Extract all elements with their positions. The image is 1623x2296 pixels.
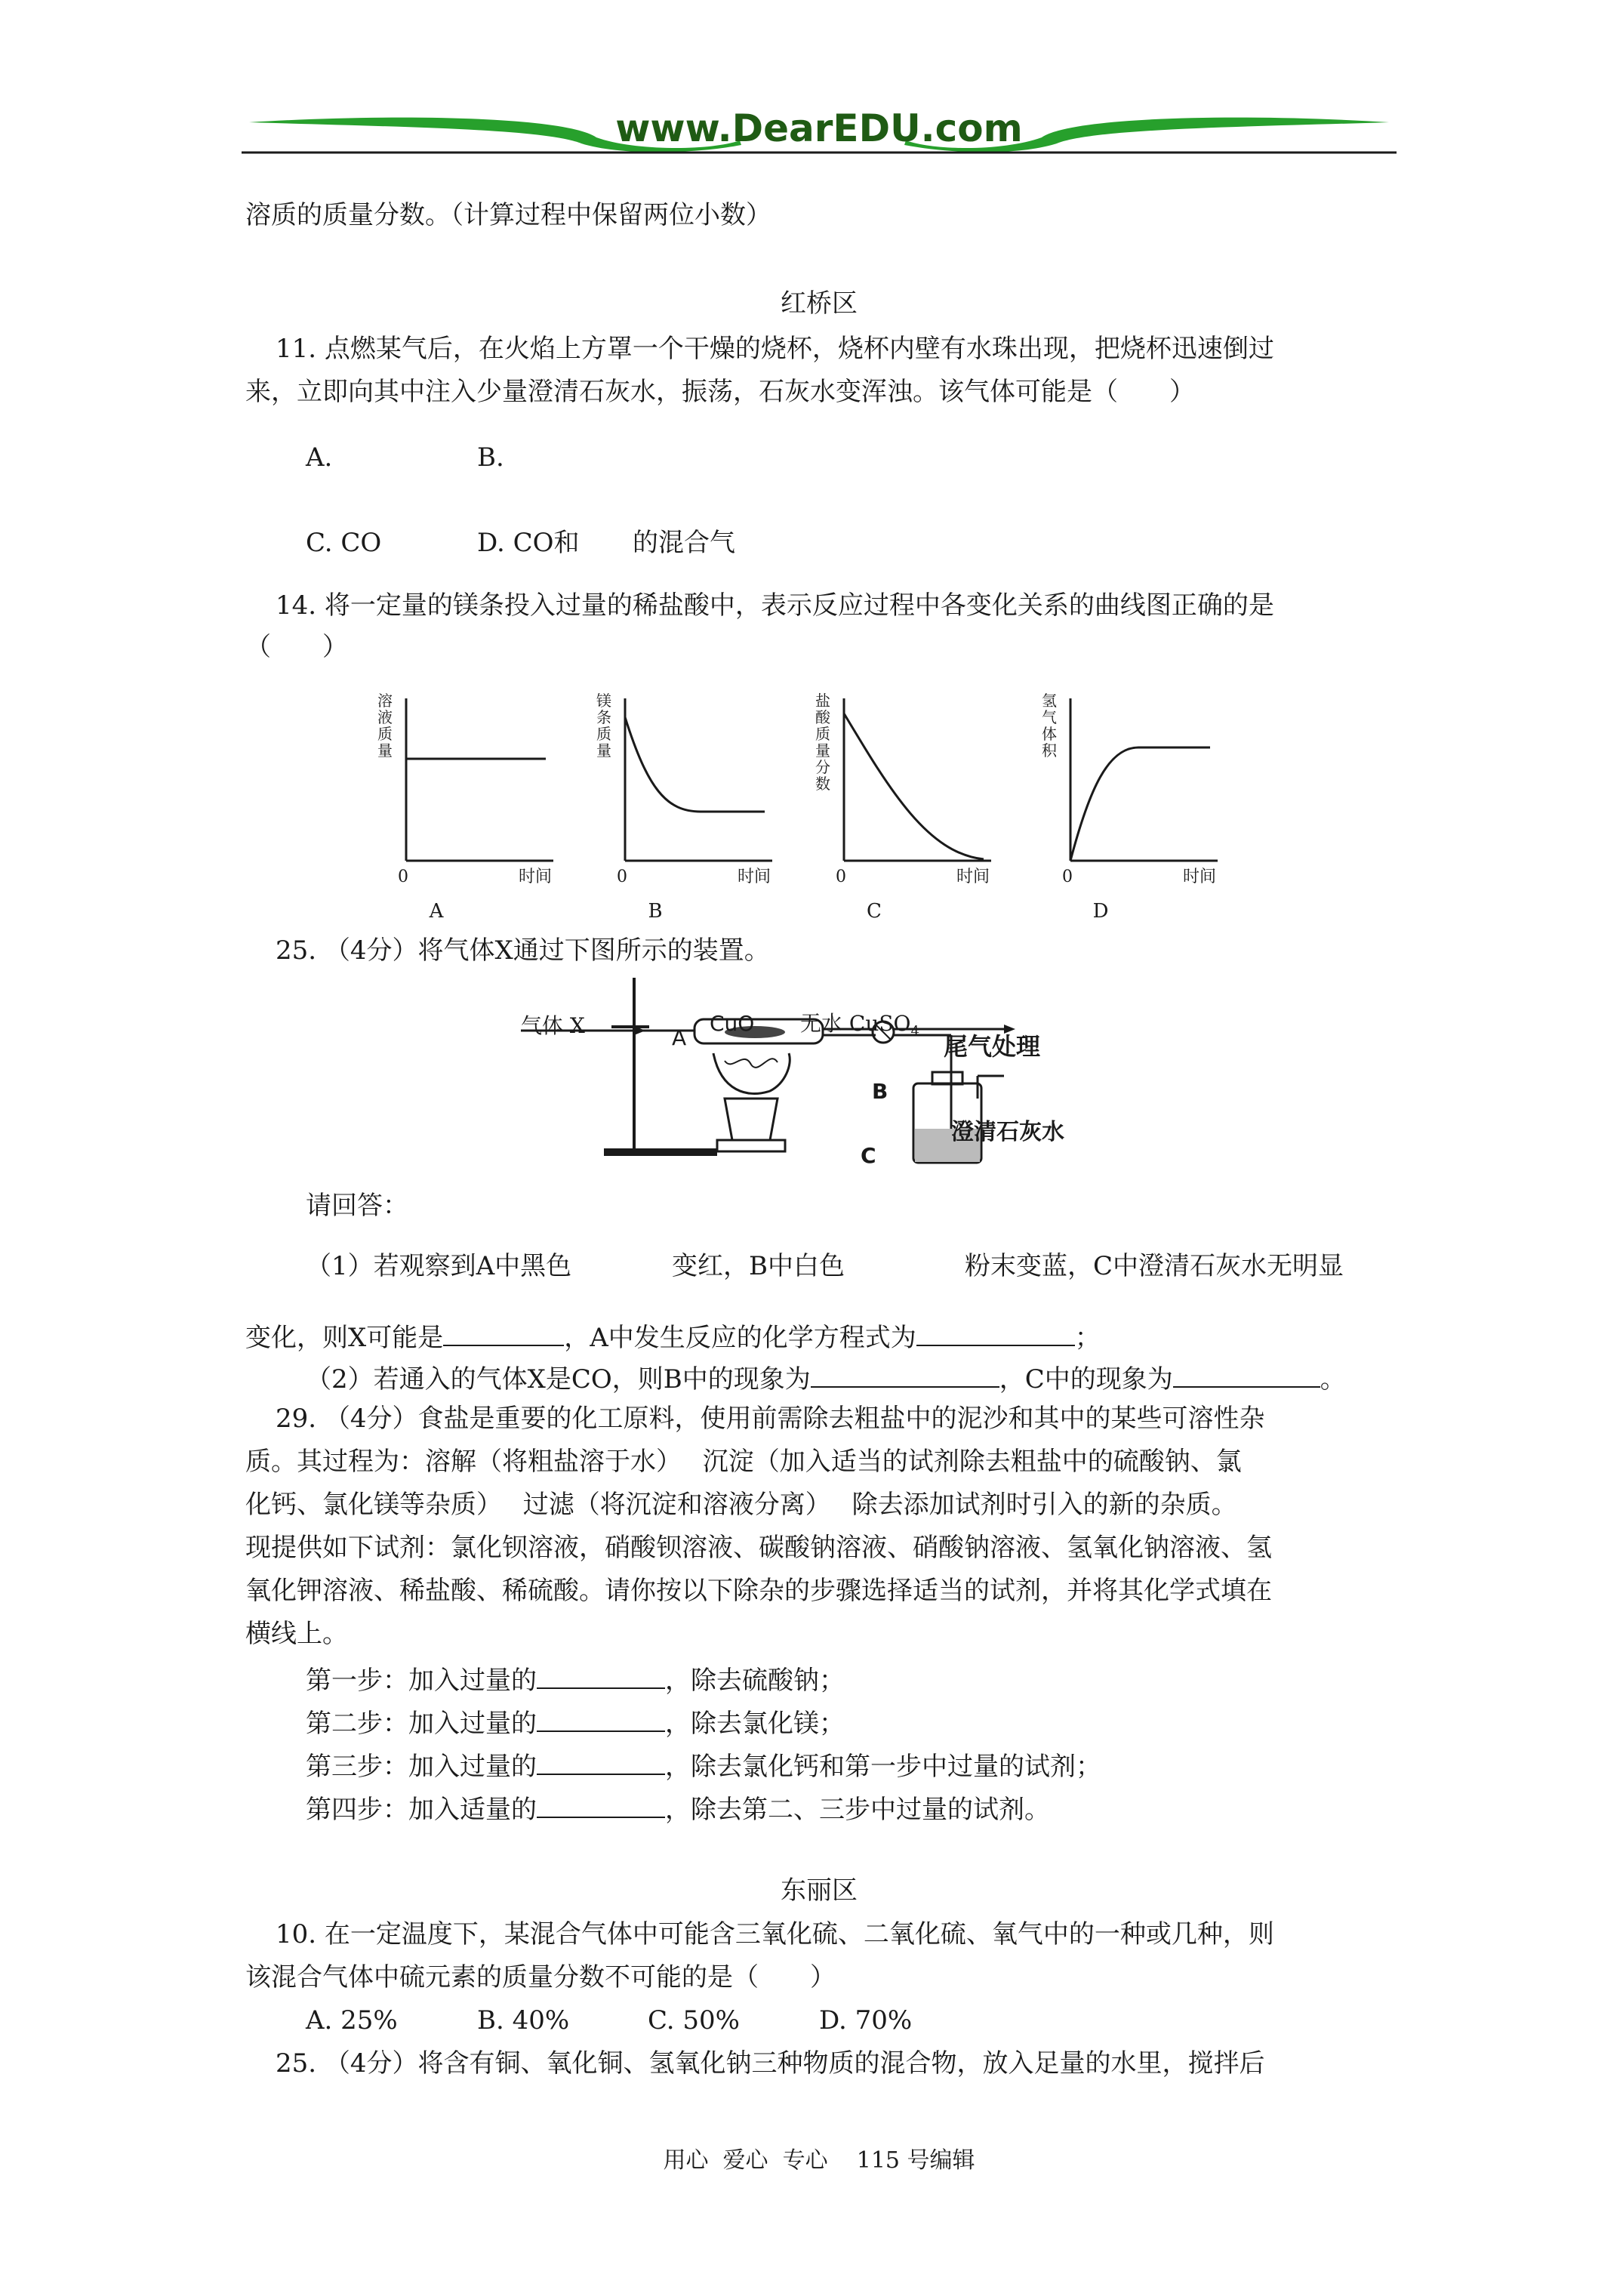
q25-part1-cont-text2: ，A中发生反应的化学方程式为 [564,1323,916,1353]
q25-title: 25. （4分）将气体X通过下图所示的装置。 [276,935,770,966]
answer-blank-step4[interactable] [537,1789,665,1818]
apparatus-cuso4-text: 无水 CuSO [800,1011,911,1036]
apparatus-a-label: A [672,1025,687,1050]
q10-option-b: B. 40% [477,2005,570,2036]
graph-B-ylabel-char: 量 [596,741,611,760]
q29-step2 [306,1703,845,1740]
answer-blank-b-phenomenon[interactable] [811,1359,999,1388]
apparatus-b-label: B [872,1079,888,1104]
graph-A-ylabel-char: 质 [377,725,393,743]
q11-option-d: D. CO和 [477,528,580,558]
graph-A-ylabel-char: 溶 [377,692,393,710]
graph-B-origin: 0 [617,868,627,886]
graph-B-ylabel-char: 条 [596,708,611,726]
q25-part2-end: 。 [1320,1364,1346,1395]
graph-A-xlabel: 时间 [518,868,552,886]
step3-tail: ，除去氯化钙和第一步中过量的试剂； [665,1752,1101,1782]
step4-tail: ，除去第二、三步中过量的试剂。 [665,1795,1050,1825]
graph-D-ylabel-char: 积 [1042,741,1057,760]
q29-step3 [306,1746,1101,1783]
q29-line5: 氧化钾溶液、稀盐酸、稀硫酸。请你按以下除杂的步骤选择适当的试剂，并将其化学式填在 [245,1576,1272,1606]
q25-part1-c: 粉末变蓝，C中澄清石灰水无明显 [965,1251,1344,1281]
apparatus-diagram [521,978,1087,1174]
step4-text: 第四步：加入适量的 [306,1795,537,1825]
q10-option-c: C. 50% [648,2005,740,2036]
apparatus-cuo-label: CuO [710,1011,755,1036]
q29-line3: 化钙、氯化镁等杂质） 过滤（将沉淀和溶液分离） 除去添加试剂时引入的新的杂质。 [245,1490,1237,1520]
page-footer: 用心 爱心 专心 115 号编辑 [663,2147,975,2174]
q10-option-a: A. 25% [306,2005,398,2036]
q29-line4: 现提供如下试剂：氯化钡溶液，硝酸钡溶液、碳酸钠溶液、硝酸钠溶液、氢氧化钠溶液、氢 [245,1533,1272,1563]
graph-C-origin: 0 [836,868,846,886]
graph-A-origin: 0 [398,868,408,886]
q11-option-a: A. [306,442,333,473]
apparatus-cuso4-subscript: 4 [910,1023,919,1040]
q25-part2-text: （2）若通入的气体X是CO，则B中的现象为 [306,1364,811,1395]
graph-B-letter: B [648,900,663,921]
q29-line6: 横线上。 [245,1619,348,1649]
q29-step1 [306,1660,845,1697]
graph-A-ylabel-char: 量 [377,741,393,760]
graph-A-ylabel-char: 液 [377,708,393,726]
q10-line2: 该混合气体中硫元素的质量分数不可能的是（ ） [245,1962,836,1992]
line-continuation: 溶质的质量分数。（计算过程中保留两位小数） [245,200,771,230]
q29-line1: 29. （4分）食盐是重要的化工原料，使用前需除去粗盐中的泥沙和其中的某些可溶性杂 [276,1404,1265,1434]
graph-A-letter: A [429,900,444,921]
graph-C-curve [844,713,984,859]
q25-part1-a: （1）若观察到A中黑色 [306,1251,572,1281]
apparatus-c-label: C [861,1143,876,1168]
graph-B-ylabel-char: 质 [596,725,611,743]
answer-blank-x[interactable] [443,1318,564,1346]
graph-D-curve [1070,747,1210,861]
q25-part2-text2: ，C中的现象为 [999,1364,1173,1395]
q25-part2 [306,1359,1346,1396]
graph-C-ylabel-char: 量 [815,741,830,760]
q10-option-d: D. 70% [819,2005,913,2036]
q29-step4 [306,1789,1050,1826]
graph-C-xlabel: 时间 [956,868,990,886]
graph-D-xlabel: 时间 [1182,868,1216,886]
graph-D-origin: 0 [1062,868,1073,886]
q25-part1-cont [245,1318,1101,1354]
graph-C-ylabel-char: 盐 [815,692,830,710]
q29-line2: 质。其过程为：溶解（将粗盐溶于水） 沉淀（加入适当的试剂除去粗盐中的硫酸钠、氯 [245,1447,1242,1477]
section-heading-hongqiao: 红桥区 [781,288,858,319]
apparatus-cuso4-label [800,1012,919,1044]
graph-C-ylabel-char: 质 [815,725,830,743]
q10-line1: 10. 在一定温度下，某混合气体中可能含三氧化硫、二氧化硫、氧气中的一种或几种，则 [276,1919,1274,1949]
q14-graphs [370,680,1261,921]
answer-blank-step2[interactable] [537,1703,665,1732]
header-logo [242,106,1397,159]
step1-tail: ，除去硫酸钠； [665,1666,845,1696]
answer-blank-step1[interactable] [537,1660,665,1689]
q25b-line1: 25. （4分）将含有铜、氧化铜、氢氧化钠三种物质的混合物，放入足量的水里，搅拌后 [276,2048,1265,2079]
logo-text: www.DearEDU.com [615,106,1023,150]
answer-blank-c-phenomenon[interactable] [1173,1359,1320,1388]
graph-D-ylabel-char: 体 [1042,725,1057,743]
graph-D-ylabel-char: 氢 [1042,692,1057,710]
answer-blank-step3[interactable] [537,1746,665,1775]
graph-B-xlabel: 时间 [737,868,771,886]
apparatus-limewater-label: 澄清石灰水 [951,1119,1064,1145]
q14-line2: （ ） [245,632,348,662]
apparatus-gas-in-label: 气体 X [521,1013,585,1038]
step3-text: 第三步：加入过量的 [306,1752,537,1782]
graph-D-ylabel-char: 气 [1042,708,1057,726]
q14-line1: 14. 将一定量的镁条投入过量的稀盐酸中，表示反应过程中各变化关系的曲线图正确的是 [276,590,1274,621]
section-heading-dongli: 东丽区 [781,1875,858,1906]
graph-C-ylabel-char: 分 [815,758,830,776]
q11-option-b: B. [477,442,504,473]
step1-text: 第一步：加入过量的 [306,1666,537,1696]
step2-text: 第二步：加入过量的 [306,1709,537,1739]
graph-C-ylabel-char: 酸 [815,708,830,726]
q11-option-c: C. CO [306,528,382,558]
q25-ask: 请回答： [306,1191,408,1221]
step2-tail: ，除去氯化镁； [665,1709,845,1739]
graph-C-letter: C [867,900,882,921]
q25-part1-cont-text: 变化，则X可能是 [245,1323,444,1353]
q25-part1-cont-end: ； [1074,1323,1101,1353]
graph-D-letter: D [1092,900,1109,921]
answer-blank-equation[interactable] [916,1318,1075,1346]
q11-line1: 11. 点燃某气后，在火焰上方罩一个干燥的烧杯，烧杯内壁有水珠出现，把烧杯迅速倒过 [276,334,1274,364]
graph-C-ylabel-char: 数 [815,775,830,793]
q25-part1-b: 变红，B中白色 [672,1251,845,1281]
graph-B-ylabel-char: 镁 [596,692,611,710]
apparatus-tail-gas-label: 尾气处理 [944,1032,1041,1061]
graphs-svg [370,680,1261,921]
q11-option-d-suffix: 的混合气 [633,528,735,558]
q11-line2: 来，立即向其中注入少量澄清石灰水，振荡，石灰水变浑浊。该气体可能是（ ） [245,377,1195,407]
graph-B-curve [625,717,765,812]
